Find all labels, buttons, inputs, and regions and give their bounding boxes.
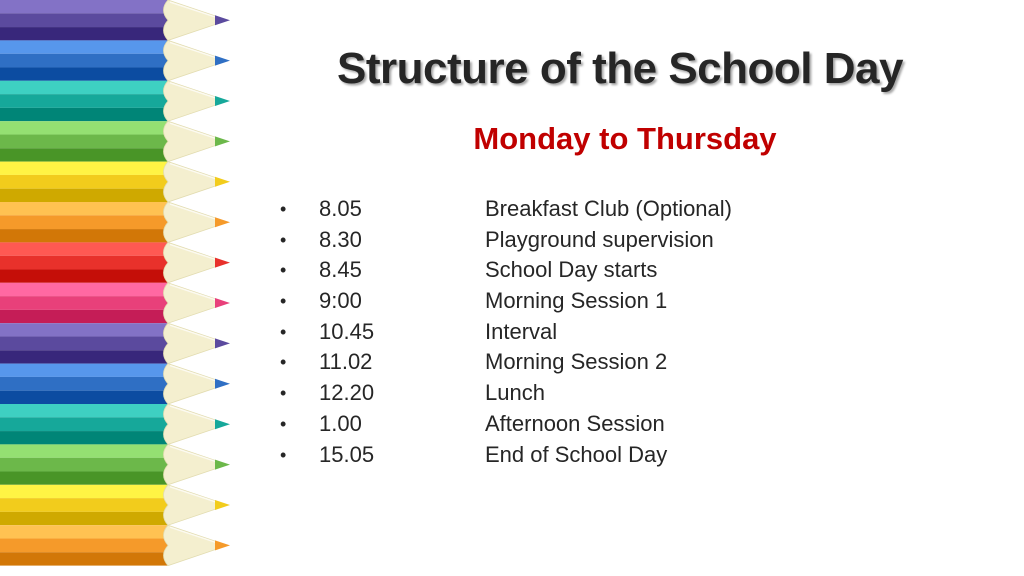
- pencil-wood: [164, 0, 217, 40]
- pencil-body-shadow: [0, 27, 168, 40]
- pencil-body-highlight: [0, 525, 168, 538]
- bullet-icon: •: [280, 291, 287, 312]
- schedule-time: 12.20: [319, 380, 375, 406]
- pencil-wood: [164, 121, 217, 161]
- schedule-activity: Morning Session 2: [485, 349, 668, 375]
- pencil-body-highlight: [0, 162, 168, 175]
- pencil-body-highlight: [0, 283, 168, 296]
- schedule-activity: Afternoon Session: [485, 410, 665, 436]
- pencil-body-highlight: [0, 323, 168, 336]
- pencil-body-highlight: [0, 202, 168, 215]
- schedule-time: 10.45: [319, 318, 375, 344]
- slide-title: Structure of the School Day: [337, 44, 903, 93]
- bullet-icon: •: [280, 321, 287, 342]
- pencil-body: [0, 215, 168, 229]
- pencil-wood: [164, 485, 217, 525]
- schedule-activity: Lunch: [485, 380, 545, 406]
- schedule-time: 8.45: [319, 257, 362, 283]
- schedule-time: 11.02: [319, 349, 373, 375]
- pencil-tip: [215, 217, 230, 227]
- bullet-icon: •: [280, 352, 287, 373]
- pencil-body: [0, 539, 168, 553]
- schedule-time: 1.00: [319, 410, 362, 436]
- pencil-body: [0, 54, 168, 68]
- pencil-body-highlight: [0, 81, 168, 94]
- pencil-body-shadow: [0, 67, 168, 80]
- schedule-activity: School Day starts: [485, 257, 658, 283]
- pencil-body-shadow: [0, 269, 168, 282]
- schedule-time: 15.05: [319, 441, 375, 467]
- pencil-body: [0, 94, 168, 108]
- pencil-body: [0, 13, 168, 27]
- pencil-body-shadow: [0, 391, 168, 404]
- pencil-body: [0, 498, 168, 512]
- pencil-body: [0, 256, 168, 270]
- pencil-tip: [215, 338, 230, 348]
- pencil-body-shadow: [0, 552, 168, 565]
- pencil-wood: [164, 283, 217, 323]
- colored-pencils-decoration: [0, 0, 240, 576]
- pencil-wood: [164, 525, 217, 565]
- pencil-wood: [164, 404, 217, 444]
- pencil-wood: [164, 162, 217, 202]
- pencil-wood: [164, 40, 217, 80]
- pencil-wood: [164, 444, 217, 484]
- schedule-time: 8.30: [319, 226, 362, 252]
- pencil-body: [0, 337, 168, 351]
- pencil-body-highlight: [0, 0, 168, 13]
- slide-subtitle: Monday to Thursday: [473, 121, 777, 156]
- schedule-time: 8.05: [319, 196, 362, 221]
- pencil-wood: [164, 242, 217, 282]
- pencil-tip: [215, 460, 230, 470]
- schedule-activity: Morning Session 1: [485, 288, 668, 314]
- pencil-tip: [215, 500, 230, 510]
- pencil-body-highlight: [0, 444, 168, 457]
- pencil-body-shadow: [0, 512, 168, 525]
- bullet-icon: •: [280, 444, 287, 465]
- bullet-icon: •: [280, 199, 287, 219]
- schedule-activity: Breakfast Club (Optional): [485, 196, 732, 221]
- schedule-activity: Interval: [485, 318, 558, 344]
- pencil-body: [0, 417, 168, 431]
- pencil-body: [0, 175, 168, 189]
- pencil-body-shadow: [0, 471, 168, 484]
- pencil-wood: [164, 202, 217, 242]
- pencil-body-shadow: [0, 148, 168, 161]
- pencil-tip: [215, 136, 230, 146]
- pencil-body-highlight: [0, 404, 168, 417]
- pencil-body: [0, 458, 168, 472]
- pencil-body-highlight: [0, 364, 168, 377]
- pencil-body: [0, 377, 168, 391]
- bullet-icon: •: [280, 229, 287, 250]
- pencil-body-highlight: [0, 242, 168, 255]
- pencil-wood: [164, 323, 217, 363]
- schedule-time: 9:00: [319, 288, 362, 314]
- pencil-tip: [215, 419, 230, 429]
- pencil-tip: [215, 379, 230, 389]
- pencil-body-shadow: [0, 229, 168, 242]
- pencil-body-shadow: [0, 189, 168, 202]
- pencil-tip: [215, 540, 230, 550]
- pencil-tip: [215, 15, 230, 25]
- schedule-activity: End of School Day: [485, 441, 668, 467]
- bullet-icon: •: [280, 413, 287, 434]
- pencil-tip: [215, 56, 230, 66]
- bullet-icon: •: [280, 260, 287, 281]
- pencil-wood: [164, 81, 217, 121]
- pencil-tip: [215, 96, 230, 106]
- pencil-body: [0, 135, 168, 149]
- pencil-body: [0, 296, 168, 310]
- pencil-body-shadow: [0, 350, 168, 363]
- pencil-body-highlight: [0, 40, 168, 53]
- pencil-body-shadow: [0, 310, 168, 323]
- pencil-tip: [215, 298, 230, 308]
- bullet-icon: •: [280, 383, 287, 404]
- pencil-body-highlight: [0, 485, 168, 498]
- pencil-body-highlight: [0, 121, 168, 134]
- pencil-tip: [215, 177, 230, 187]
- schedule-activity: Playground supervision: [485, 226, 714, 252]
- pencil-body-shadow: [0, 431, 168, 444]
- pencil-tip: [215, 258, 230, 268]
- pencil-body-shadow: [0, 108, 168, 121]
- pencil-wood: [164, 364, 217, 404]
